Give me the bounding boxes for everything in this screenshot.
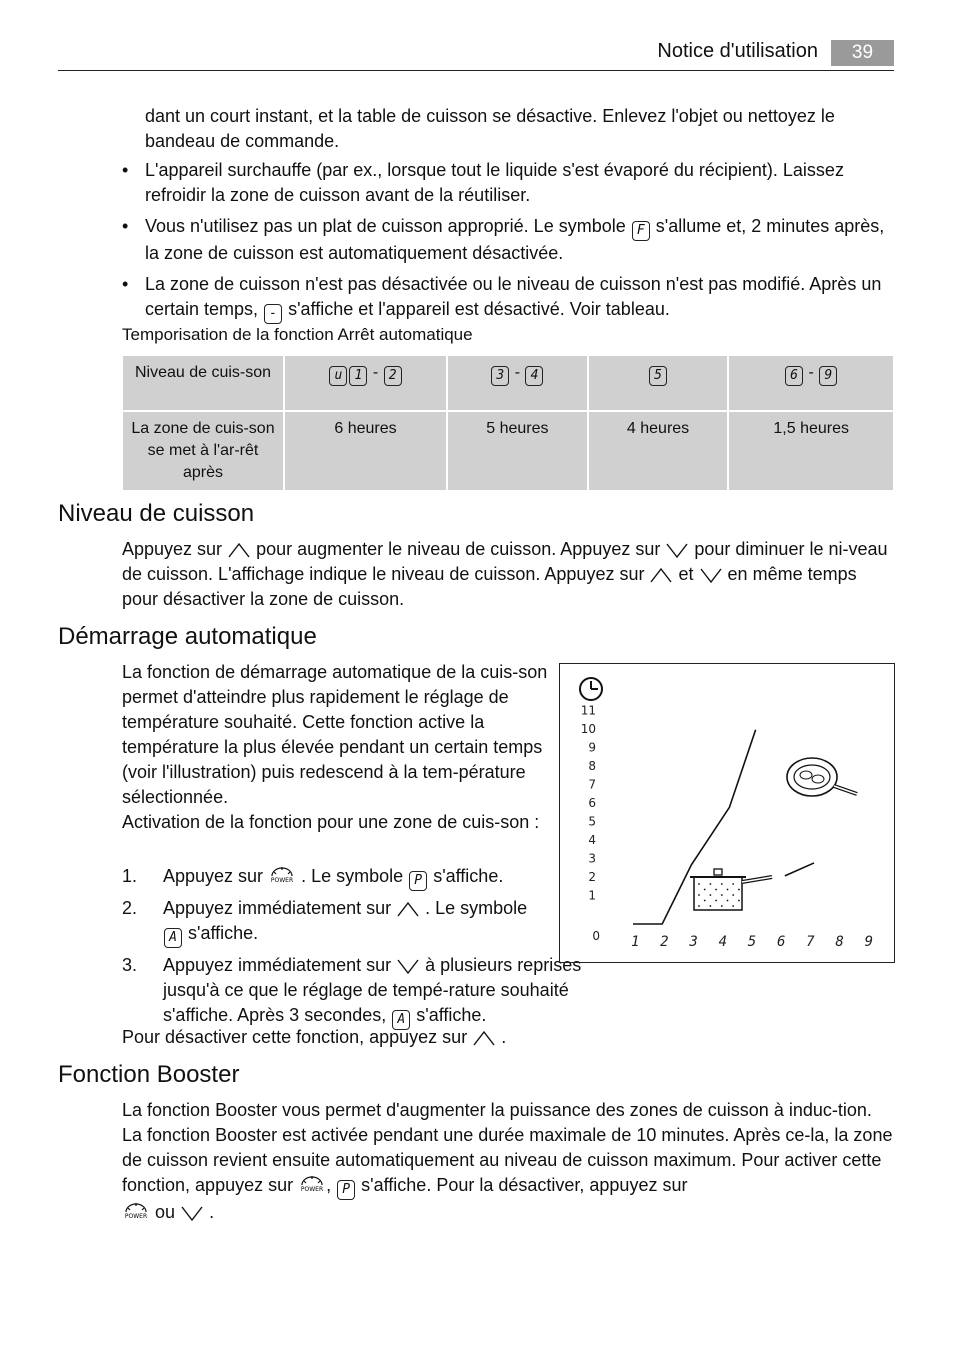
- series-lines: [633, 730, 814, 924]
- pot-icon: [690, 869, 772, 910]
- y-tick-label: 5: [588, 814, 596, 829]
- down-arrow-icon: [665, 541, 689, 559]
- power-icon: [298, 1175, 326, 1195]
- up-arrow-icon: [472, 1029, 496, 1047]
- deactivate-paragraph: Pour désactiver cette fonction, appuyez sur .: [122, 1027, 507, 1047]
- y-tick-label: 4: [588, 833, 596, 847]
- level-cell: 3 - 4: [448, 356, 587, 410]
- page-number: 39: [831, 40, 894, 66]
- x-tick-label: 7: [806, 934, 815, 950]
- auto-start-chart: [559, 663, 895, 963]
- x-tick-label: 9: [864, 934, 874, 950]
- y-tick-label: 9: [588, 740, 596, 755]
- power-icon: [122, 1202, 150, 1222]
- up-arrow-icon: [649, 566, 673, 584]
- booster-paragraph: La fonction Booster vous permet d'augmenter la puissance des zones de cuisson à induc-tion. La fonction Booster est activée pendant une durée maximale de 10 minutes. Après ce-la, la zone de cuisson revient ensuite automatiquement au niveau de cuisson maximum. Pour activer cette fonction, appuyez sur POWER , P s'affiche. Pour la désactiver, appuyez sur POWER ou .: [122, 1100, 893, 1222]
- auto-off-table: [121, 354, 895, 492]
- table-caption: Temporisation de la fonction Arrêt automatique: [122, 325, 473, 344]
- intro-paragraph: dant un court instant, et la table de cuisson se désactive. Enlevez l'objet ou nettoyez le bandeau de commande.: [145, 106, 835, 151]
- chart-svg: [560, 664, 894, 962]
- duration-cell: 5 heures: [448, 412, 587, 490]
- y-tick-label: 3: [588, 851, 596, 866]
- duration-cell: 4 heures: [589, 412, 728, 490]
- duration-cell: 6 heures: [285, 412, 446, 490]
- series-line: [785, 863, 814, 876]
- pan-icon: [787, 758, 857, 796]
- page-header: [58, 36, 894, 71]
- step-item: 1. Appuyez sur POWER . Le symbole P s'affiche.: [122, 864, 642, 891]
- x-tick-label: 8: [835, 934, 844, 950]
- demarrage-paragraph: La fonction de démarrage automatique de la cuis-son permet d'atteindre plus rapidement le réglage de température souhaité. Cette fonction active la température la plus élevée pendant un certain temps (voir l'illustration) puis redescend à la tem-pérature sélectionnée. Activation de la fonction pour une zone de cuis-son :: [122, 662, 548, 832]
- up-arrow-icon: [227, 541, 251, 559]
- bullet-item: • La zone de cuisson n'est pas désactivée ou le niveau de cuisson n'est pas modifié. Après un certain temps, - s'affiche et l'appareil est désactivé. Voir tableau.: [120, 272, 890, 324]
- niveau-paragraph: Appuyez sur pour augmenter le niveau de cuisson. Appuyez sur pour diminuer le ni-veau de cuisson. L'affichage indique le niveau de cuisson. Appuyez sur et en même temps pour désactiver la zone de cuisson.: [122, 539, 888, 609]
- table-row: [123, 356, 893, 410]
- symbol-f: F: [632, 221, 650, 241]
- x-tick-label: 4: [718, 934, 728, 950]
- power-icon: [268, 866, 296, 886]
- down-arrow-icon: [180, 1204, 204, 1222]
- step-item: 3. Appuyez immédiatement sur à plusieurs reprises jusqu'à ce que le réglage de tempé-rature souhaité s'affiche. Après 3 secondes, A s'affiche.: [122, 953, 642, 1030]
- symbol-dash: -: [264, 304, 282, 324]
- x-tick-label: 1: [630, 934, 640, 950]
- bullet-item: • Vous n'utilisez pas un plat de cuisson approprié. Le symbole F s'allume et, 2 minutes après, la zone de cuisson est automatiquement désactivée.: [120, 214, 890, 266]
- header-title: Notice d'utilisation: [657, 40, 818, 62]
- y-tick-label: 6: [588, 796, 596, 810]
- y-tick-label: 11: [580, 703, 596, 718]
- x-tick-label: 6: [776, 934, 786, 950]
- y-tick-label: 8: [588, 759, 596, 773]
- y-tick-label: 2: [588, 870, 596, 884]
- table-row: [123, 412, 893, 490]
- y-tick-label: 10: [580, 722, 596, 736]
- duration-cell: 1,5 heures: [729, 412, 893, 490]
- section-title-niveau: Niveau de cuisson: [58, 500, 255, 527]
- section-title-demarrage: Démarrage automatique: [58, 623, 317, 650]
- step-item: 2. Appuyez immédiatement sur . Le symbole A s'affiche.: [122, 896, 642, 948]
- bullet-list: [120, 158, 890, 330]
- y-tick-label: 7: [588, 777, 596, 792]
- level-cell: 6 - 9: [729, 356, 893, 410]
- down-arrow-icon: [396, 957, 420, 975]
- y-tick-label: 1: [588, 888, 596, 903]
- bullet-item: • L'appareil surchauffe (par ex., lorsque tout le liquide s'est évaporé du récipient). Laissez refroidir la zone de cuisson avant de la réutiliser.: [120, 158, 890, 208]
- axis-labels: [581, 704, 873, 951]
- down-arrow-icon: [699, 566, 723, 584]
- level-cell: u 1 - 2: [285, 356, 446, 410]
- svg-text:POWER: POWER: [270, 877, 294, 884]
- up-arrow-icon: [396, 900, 420, 918]
- svg-text:POWER: POWER: [301, 1186, 324, 1193]
- x-tick-label: 5: [747, 934, 757, 950]
- level-cell: 5: [589, 356, 728, 410]
- svg-text:POWER: POWER: [124, 1213, 148, 1220]
- y-tick-label: 0: [592, 929, 600, 943]
- x-tick-label: 3: [689, 934, 698, 950]
- section-title-booster: Fonction Booster: [58, 1061, 240, 1088]
- row-header: Niveau de cuis-son: [123, 356, 283, 410]
- x-tick-label: 2: [660, 934, 669, 950]
- clock-icon: [580, 678, 602, 700]
- row-header: La zone de cuis-son se met à l'ar-rêt après: [123, 412, 283, 490]
